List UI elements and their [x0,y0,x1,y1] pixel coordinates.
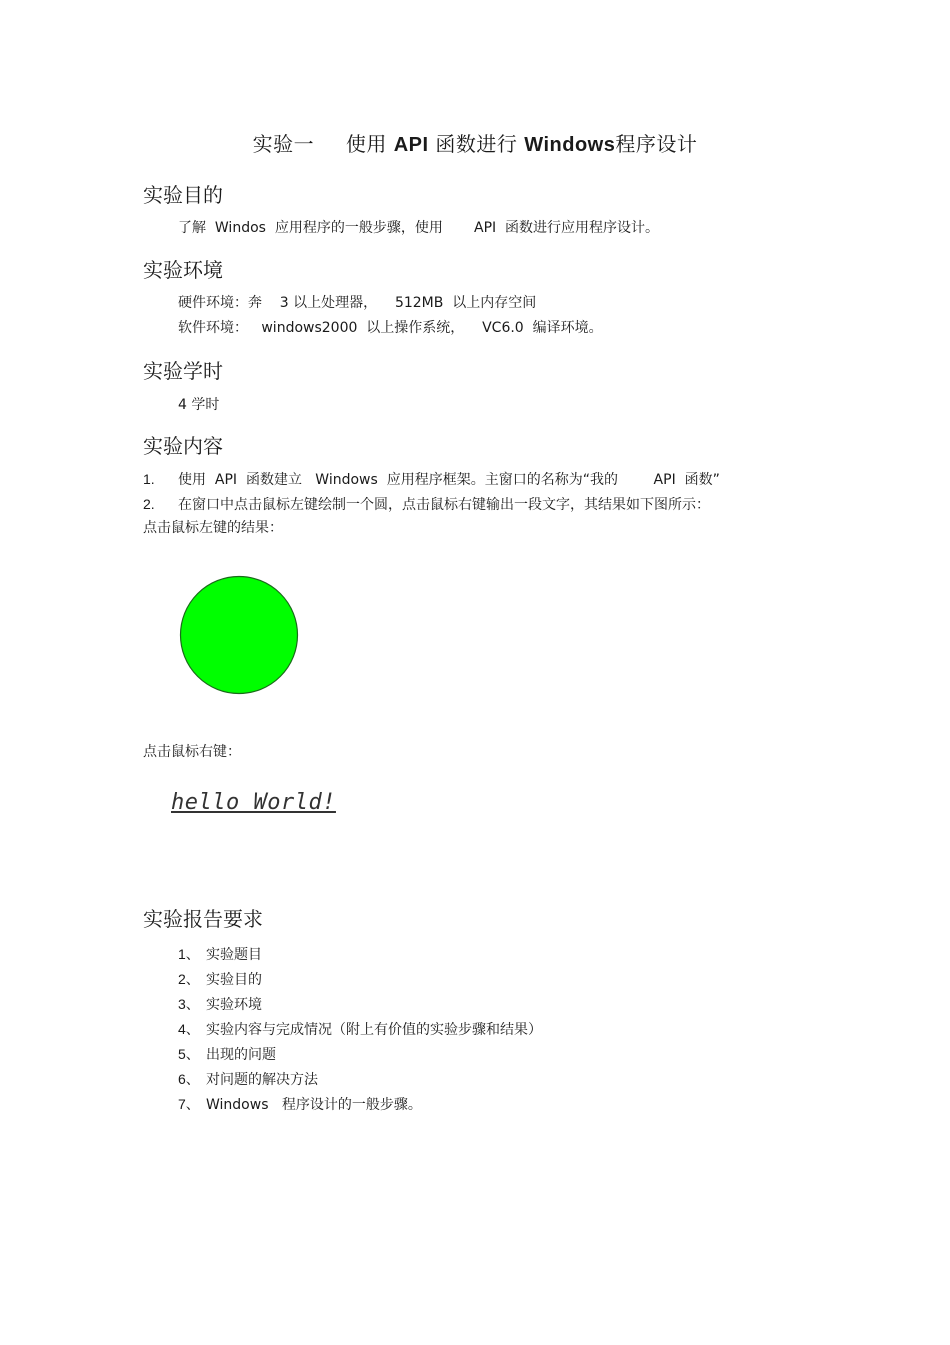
report-item-number: 5、 [178,1046,200,1062]
hours-text: 4 学时 [178,397,220,413]
content-item-number: 2. [143,496,155,512]
report-item-number: 7、 [178,1096,200,1112]
report-item-number: 3、 [178,996,200,1012]
title-part-2: 使用 [345,132,387,156]
report-item-text: 实验目的 [206,972,262,988]
title-part-4: 函数进行 [435,132,518,156]
report-item [178,1045,276,1064]
report-item [178,1095,422,1114]
section-heading-purpose: 实验目的 [143,183,223,207]
report-item [178,970,262,989]
section-heading-hours: 实验学时 [143,359,223,383]
report-item-number: 1、 [178,946,200,962]
report-item-text: 实验环境 [206,997,262,1013]
green-circle [181,577,298,694]
title-part-1: 实验一 [252,132,315,156]
report-item [178,1020,542,1039]
right-click-label: 点击鼠标右键： [143,744,241,760]
content-item-number: 1. [143,471,155,487]
report-item-text: 出现的问题 [206,1047,276,1063]
content-item-text: 使用 API 函数建立 Windows 应用程序框架。主窗口的名称为“我的 API 函数” [178,472,720,488]
green-circle-figure [179,575,301,697]
content-item-text: 在窗口中点击鼠标左键绘制一个圆，点击鼠标右键输出一段文字，其结果如下图所示： [178,497,710,513]
report-item-text: 实验内容与完成情况（附上有价值的实验步骤和结果） [206,1022,542,1038]
title-part-3: API [393,134,429,156]
software-text: 软件环境： windows2000 以上操作系统， VC6.0 编译环境。 [178,320,603,336]
report-item [178,1070,318,1089]
report-item-text: 实验题目 [206,947,262,963]
section-heading-content: 实验内容 [143,434,223,458]
section-heading-report: 实验报告要求 [143,907,263,931]
report-item-text: Windows 程序设计的一般步骤。 [206,1097,422,1113]
report-item-number: 4、 [178,1021,200,1037]
content-item-2 [143,495,710,514]
hardware-text: 硬件环境：奔 3 以上处理器， 512MB 以上内存空间 [178,295,537,311]
title-part-5: Windows [524,134,616,156]
left-click-label: 点击鼠标左键的结果： [143,520,283,536]
purpose-text: 了解 Windos 应用程序的一般步骤，使用 API 函数进行应用程序设计。 [178,220,660,236]
report-item [178,995,262,1014]
report-item-number: 6、 [178,1071,200,1087]
page-title [0,128,950,157]
circle-graphic [179,575,301,697]
content-item-1 [143,470,720,489]
hello-world-text: hello World! [171,790,336,815]
section-heading-environment: 实验环境 [143,258,223,282]
title-part-6: 程序设计 [615,132,698,156]
report-item [178,945,262,964]
report-item-number: 2、 [178,971,200,987]
report-item-text: 对问题的解决方法 [206,1072,318,1088]
